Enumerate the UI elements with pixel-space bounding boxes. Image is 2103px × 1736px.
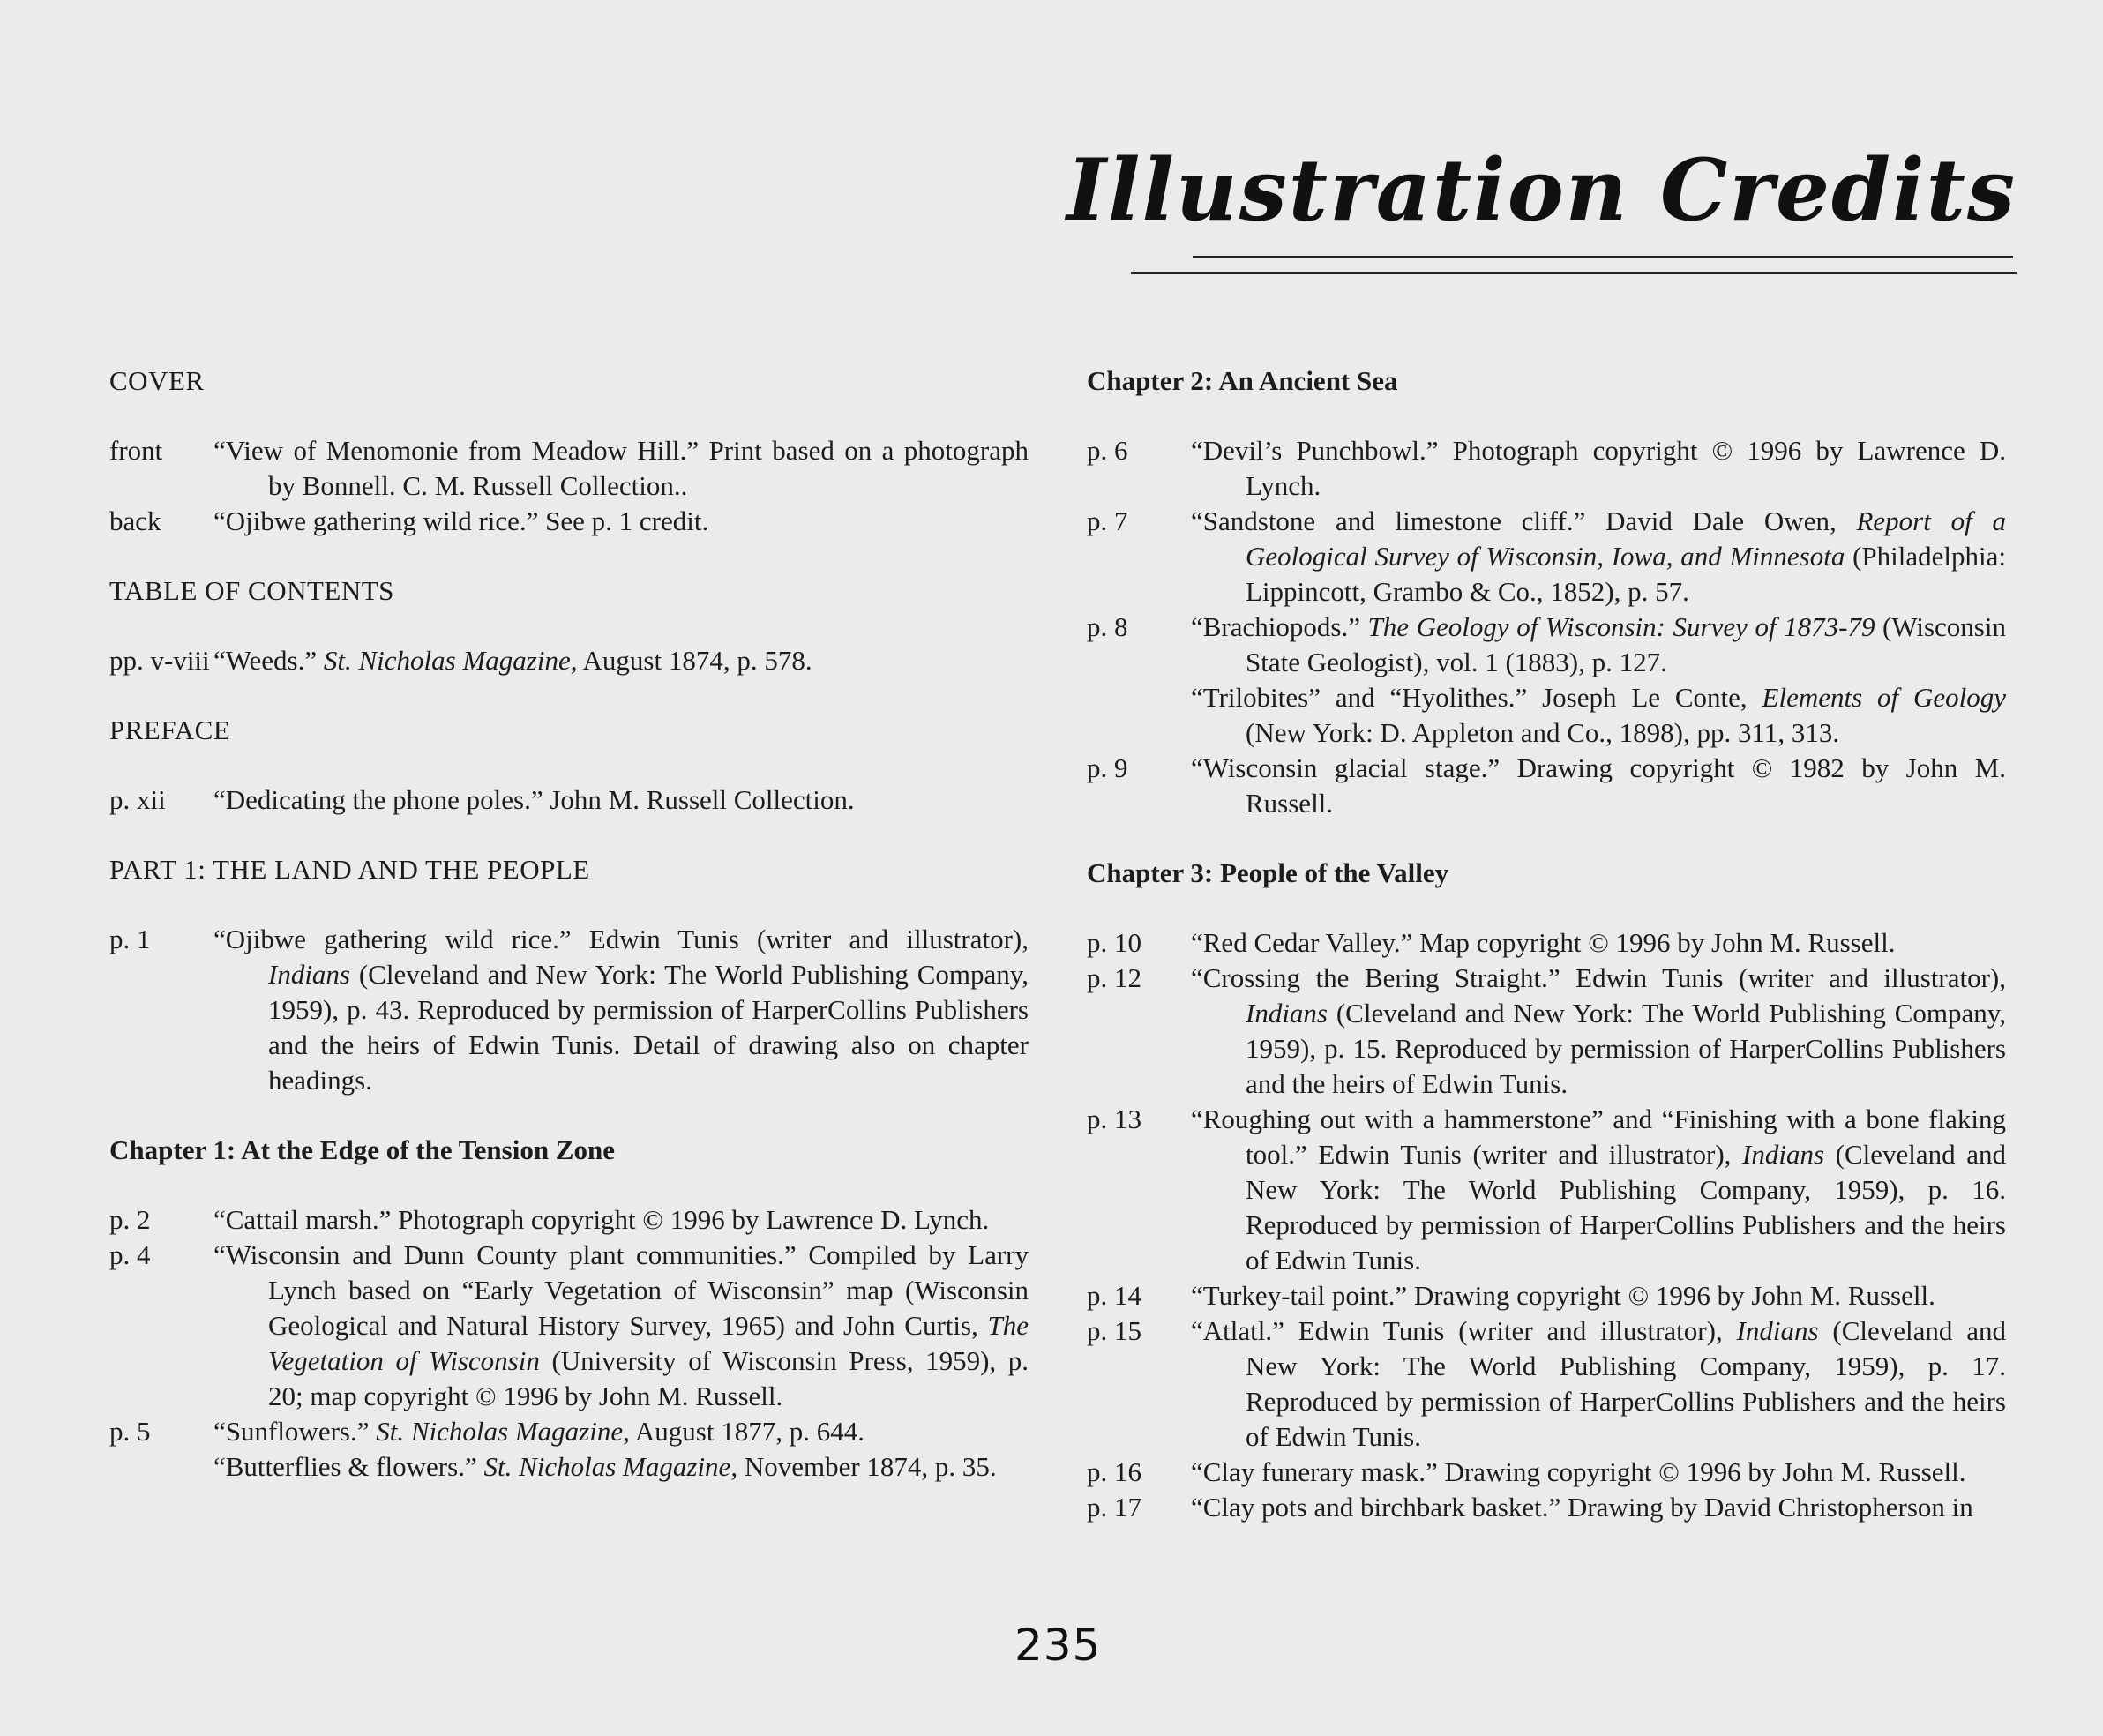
section-heading: PART 1: THE LAND AND THE PEOPLE [109, 854, 590, 885]
entry-list [1087, 925, 2006, 1525]
credit-entry [1087, 1278, 2006, 1313]
entry-list [109, 782, 1029, 818]
credit-entry [1087, 1313, 2006, 1455]
credit-page-ref: p. 2 [109, 1204, 151, 1235]
chapter-heading: Chapter 2: An Ancient Sea [1087, 365, 1398, 396]
section-cover [109, 363, 1029, 539]
section-chapter-3 [1087, 856, 2006, 1525]
credit-entry [1087, 610, 2006, 680]
chapter-heading: Chapter 3: People of the Valley [1087, 857, 1449, 888]
credit-entry [109, 433, 1029, 504]
credit-text: “Wisconsin glacial stage.” Drawing copyright © 1982 by John M. Russell. [1191, 752, 2006, 819]
credit-text: “Wisconsin and Dunn County plant communities.” Compiled by Larry Lynch based on “Early Vegetation of Wisconsin” map (Wisconsin Geological and Natural History Survey, 1965) and John Curtis, The Vegetation of Wisconsin (University of Wisconsin Press, 1959), p. 20; map copyright © 1996 by John M. Russell. [213, 1239, 1029, 1411]
credit-page-ref [109, 1449, 213, 1485]
credit-page-ref: p. 4 [109, 1239, 151, 1270]
credit-text: “Turkey-tail point.” Drawing copyright © 1996 by John M. Russell. [1191, 1280, 1935, 1311]
credit-entry [1087, 433, 2006, 504]
credit-text: “View of Menomonie from Meadow Hill.” Print based on a photograph by Bonnell. C. M. Russell Collection.. [213, 435, 1029, 501]
title-rule-upper [1193, 256, 2013, 258]
credit-text: “Ojibwe gathering wild rice.” Edwin Tunis (writer and illustrator), Indians (Cleveland and New York: The World Publishing Company, 1959), p. 43. Reproduced by permission of HarperCollins Publishers and the heirs of Edwin Tunis. Detail of drawing also on chapter headings. [213, 924, 1029, 1096]
credit-page-ref: p. 1 [109, 924, 151, 954]
credit-entry [1087, 504, 2006, 610]
credit-page-ref: p. 17 [1087, 1492, 1141, 1523]
credit-page-ref: p. 7 [1087, 505, 1128, 536]
entry-list [109, 1202, 1029, 1485]
chapter-heading: Chapter 1: At the Edge of the Tension Zone [109, 1134, 615, 1165]
entry-list [109, 643, 1029, 678]
section-part1 [109, 852, 1029, 1098]
credit-text: “Dedicating the phone poles.” John M. Russell Collection. [213, 784, 855, 815]
credit-page-ref [1087, 680, 1191, 751]
credit-page-ref: back [109, 505, 161, 536]
credit-text: “Brachiopods.” The Geology of Wisconsin: Survey of 1873-79 (Wisconsin State Geologist), vol. 1 (1883), p. 127. [1191, 611, 2006, 677]
section-preface [109, 713, 1029, 818]
credit-page-ref: front [109, 435, 163, 466]
credit-entry [109, 504, 1029, 539]
credit-entry [1087, 1455, 2006, 1490]
credit-text: “Cattail marsh.” Photograph copyright © 1996 by Lawrence D. Lynch. [213, 1204, 990, 1235]
credit-page-ref: p. 8 [1087, 611, 1128, 642]
credit-page-ref: p. 15 [1087, 1315, 1141, 1346]
credit-entry [109, 922, 1029, 1098]
credit-text: “Roughing out with a hammerstone” and “Finishing with a bone flaking tool.” Edwin Tunis (writer and illustrator), Indians (Cleveland and New York: The World Publishing Company, 1959), p. 16. Reproduced by permission of HarperCollins Publishers and the heirs of Edwin Tunis. [1191, 1104, 2007, 1276]
credit-text: “Sandstone and limestone cliff.” David Dale Owen, Report of a Geological Survey of Wisconsin, Iowa, and Minnesota (Philadelphia: Lippincott, Grambo & Co., 1852), p. 57. [1191, 505, 2007, 607]
left-column [109, 363, 1029, 1519]
credit-entry [1087, 680, 2006, 751]
credit-page-ref: pp. v-viii [109, 645, 210, 676]
section-chapter-1 [109, 1133, 1029, 1485]
credit-page-ref: p. 13 [1087, 1104, 1141, 1134]
credit-text: “Crossing the Bering Straight.” Edwin Tunis (writer and illustrator), Indians (Cleveland and New York: The World Publishing Company, 1959), p. 15. Reproduced by permission of HarperCollins Publishers and the heirs of Edwin Tunis. [1191, 962, 2006, 1099]
credit-text: “Sunflowers.” St. Nicholas Magazine, August 1877, p. 644. [213, 1416, 864, 1447]
credit-text: “Atlatl.” Edwin Tunis (writer and illustrator), Indians (Cleveland and New York: The World Publishing Company, 1959), p. 17. Reproduced by permission of HarperCollins Publishers and the heirs of Edwin Tunis. [1191, 1315, 2006, 1452]
section-heading: PREFACE [109, 715, 231, 745]
credit-page-ref: p. xii [109, 784, 166, 815]
credit-entry [109, 1202, 1029, 1238]
credit-entry [109, 1449, 1029, 1485]
credit-entry [109, 643, 1029, 678]
credit-page-ref: p. 12 [1087, 962, 1141, 993]
credit-text: “Butterflies & flowers.” St. Nicholas Magazine, November 1874, p. 35. [213, 1451, 997, 1482]
credit-entry [1087, 961, 2006, 1102]
section-chapter-2 [1087, 363, 2006, 821]
credit-page-ref: p. 5 [109, 1416, 151, 1447]
credit-entry [1087, 751, 2006, 821]
section-heading: TABLE OF CONTENTS [109, 575, 394, 606]
entry-list [1087, 433, 2006, 821]
credit-text: “Trilobites” and “Hyolithes.” Joseph Le Conte, Elements of Geology (New York: D. Appleton and Co., 1898), pp. 311, 313. [1191, 682, 2006, 748]
credit-page-ref: p. 14 [1087, 1280, 1141, 1311]
credit-page-ref: p. 16 [1087, 1456, 1141, 1487]
credit-entry [109, 782, 1029, 818]
credit-entry [1087, 925, 2006, 961]
credit-entry [1087, 1102, 2006, 1278]
entry-list [109, 433, 1029, 539]
section-heading: COVER [109, 365, 205, 396]
credit-entry [109, 1238, 1029, 1414]
credit-text: “Devil’s Punchbowl.” Photograph copyright © 1996 by Lawrence D. Lynch. [1191, 435, 2006, 501]
credit-entry [1087, 1490, 2006, 1525]
section-toc [109, 573, 1029, 678]
entry-list [109, 922, 1029, 1098]
right-column [1087, 363, 2006, 1560]
credit-text: “Clay pots and birchbark basket.” Drawing by David Christopherson in [1191, 1492, 1973, 1523]
credit-text: “Ojibwe gathering wild rice.” See p. 1 credit. [213, 505, 709, 536]
credit-text: “Red Cedar Valley.” Map copyright © 1996 by John M. Russell. [1191, 927, 1896, 958]
page-title: Illustration Credits [1066, 140, 2017, 240]
page-number: 235 [1014, 1620, 1102, 1671]
credit-page-ref: p. 6 [1087, 435, 1128, 466]
credit-entry [109, 1414, 1029, 1449]
title-rule-lower [1131, 272, 2017, 274]
credit-page-ref: p. 10 [1087, 927, 1141, 958]
credit-page-ref: p. 9 [1087, 752, 1128, 783]
credit-text: “Clay funerary mask.” Drawing copyright © 1996 by John M. Russell. [1191, 1456, 1966, 1487]
credit-text: “Weeds.” St. Nicholas Magazine, August 1874, p. 578. [213, 645, 812, 676]
